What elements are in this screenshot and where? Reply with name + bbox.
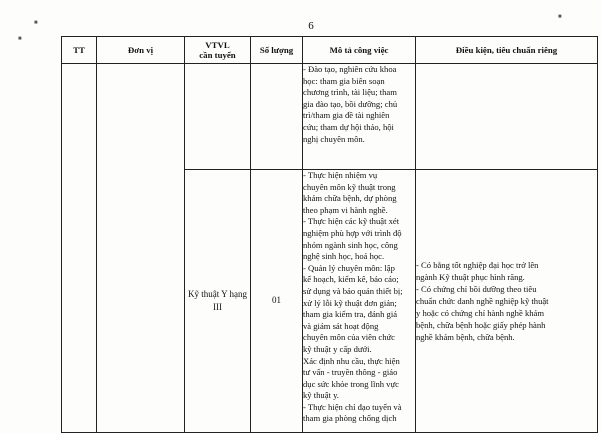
conditions-line: nghề khám bệnh, chữa bệnh.	[416, 332, 515, 342]
conditions-cell	[416, 170, 598, 433]
description-line: - Đào tạo, nghiên cứu khoa	[303, 64, 397, 74]
description-line: Xác định nhu cầu, thực hiện	[303, 355, 400, 366]
header-description: Mô tả công việc	[303, 37, 416, 64]
table-header-row	[62, 37, 598, 64]
description-line: tham gia kiểm tra, đánh giá	[303, 309, 398, 320]
recruitment-table	[61, 36, 598, 433]
scan-speck: ■	[558, 14, 562, 20]
position-line2: III	[213, 302, 222, 312]
header-tt: TT	[62, 37, 97, 64]
conditions-line: bệnh, chữa bệnh hoặc giấy phép hành	[416, 320, 546, 330]
position-line1: Kỹ thuật Y hạng	[187, 289, 248, 299]
description-line: - Quản lý chuyên môn: lập	[303, 262, 395, 273]
description-line: - Thực hiện các kỹ thuật xét	[303, 216, 400, 227]
description-line: - Thực hiện chỉ đạo tuyến và	[303, 401, 402, 412]
description-line: cứu; tham dự hội thảo, hội	[303, 121, 394, 132]
description-line: chuyên môn của viên chức	[303, 332, 395, 343]
unit-cell	[97, 64, 185, 433]
table-row	[62, 64, 598, 170]
header-position-line1: VTVL	[205, 40, 230, 50]
description-line: trì/tham gia đề tài nghiên	[303, 110, 390, 121]
description-cell-continued	[303, 64, 416, 170]
description-line: nghệ sinh học, hoá học.	[303, 251, 385, 262]
description-line: tư vấn - truyền thông - giáo	[303, 367, 398, 378]
description-line: theo phạm vi hành nghề.	[303, 204, 388, 215]
conditions-line: y hoặc có chứng chỉ hành nghề khám	[416, 308, 545, 318]
description-line: kế hoạch, kiểm kê, báo cáo;	[303, 274, 399, 285]
header-position-line2: cần tuyển	[199, 50, 236, 60]
description-line: sử dụng và bảo quản thiết bị;	[303, 285, 403, 296]
description-line: chương trình, tài liệu; tham	[303, 87, 397, 98]
description-line: và giám sát hoạt động	[303, 320, 379, 331]
header-quantity: Số lượng	[251, 37, 303, 64]
description-lines	[303, 64, 415, 145]
tt-cell	[62, 64, 97, 433]
conditions-line: - Có chứng chỉ bồi dưỡng theo tiêu	[416, 284, 537, 294]
quantity-cell-continued	[251, 64, 303, 170]
description-cell	[303, 170, 416, 433]
conditions-line: ngành Kỹ thuật phục hình răng.	[416, 272, 525, 282]
page-number: 6	[308, 20, 314, 32]
conditions-line: - Có bằng tốt nghiệp đại học trở lên	[416, 260, 539, 270]
description-line: nhóm ngành sinh học, công	[303, 239, 398, 250]
description-lines	[303, 170, 415, 425]
description-line: - Thực hiện nhiệm vụ	[303, 170, 378, 180]
header-conditions: Điều kiện, tiêu chuẩn riêng	[416, 37, 598, 64]
conditions-cell-continued	[416, 64, 598, 170]
header-position	[185, 37, 251, 64]
quantity-cell: 01	[251, 170, 303, 433]
description-line: kỹ thuật y.	[303, 390, 339, 401]
description-line: xử lý lỗi kỹ thuật đơn giản;	[303, 297, 397, 308]
description-line: gia đào tạo, bồi dưỡng; chủ	[303, 98, 398, 109]
description-line: khám chữa bệnh, dự phòng	[303, 193, 397, 204]
scan-speck: ■	[34, 20, 38, 26]
position-cell	[185, 170, 251, 433]
header-unit: Đơn vị	[97, 37, 185, 64]
description-line: nghị chuyên môn.	[303, 133, 365, 144]
conditions-lines	[416, 259, 597, 343]
description-line: tham gia phòng chống dịch	[303, 413, 397, 424]
description-line: kỹ thuật y cấp dưới.	[303, 343, 372, 354]
scan-speck: ■	[18, 36, 22, 42]
description-line: dục sức khỏe trong lĩnh vực	[303, 378, 399, 389]
position-cell-continued	[185, 64, 251, 170]
conditions-line: chuẩn chức danh nghề nghiệp kỹ thuật	[416, 296, 549, 306]
description-line: học: tham gia biên soạn	[303, 75, 385, 86]
description-line: nghiệm phù hợp với trình độ	[303, 227, 402, 238]
description-line: chuyên môn kỹ thuật trong	[303, 181, 396, 192]
